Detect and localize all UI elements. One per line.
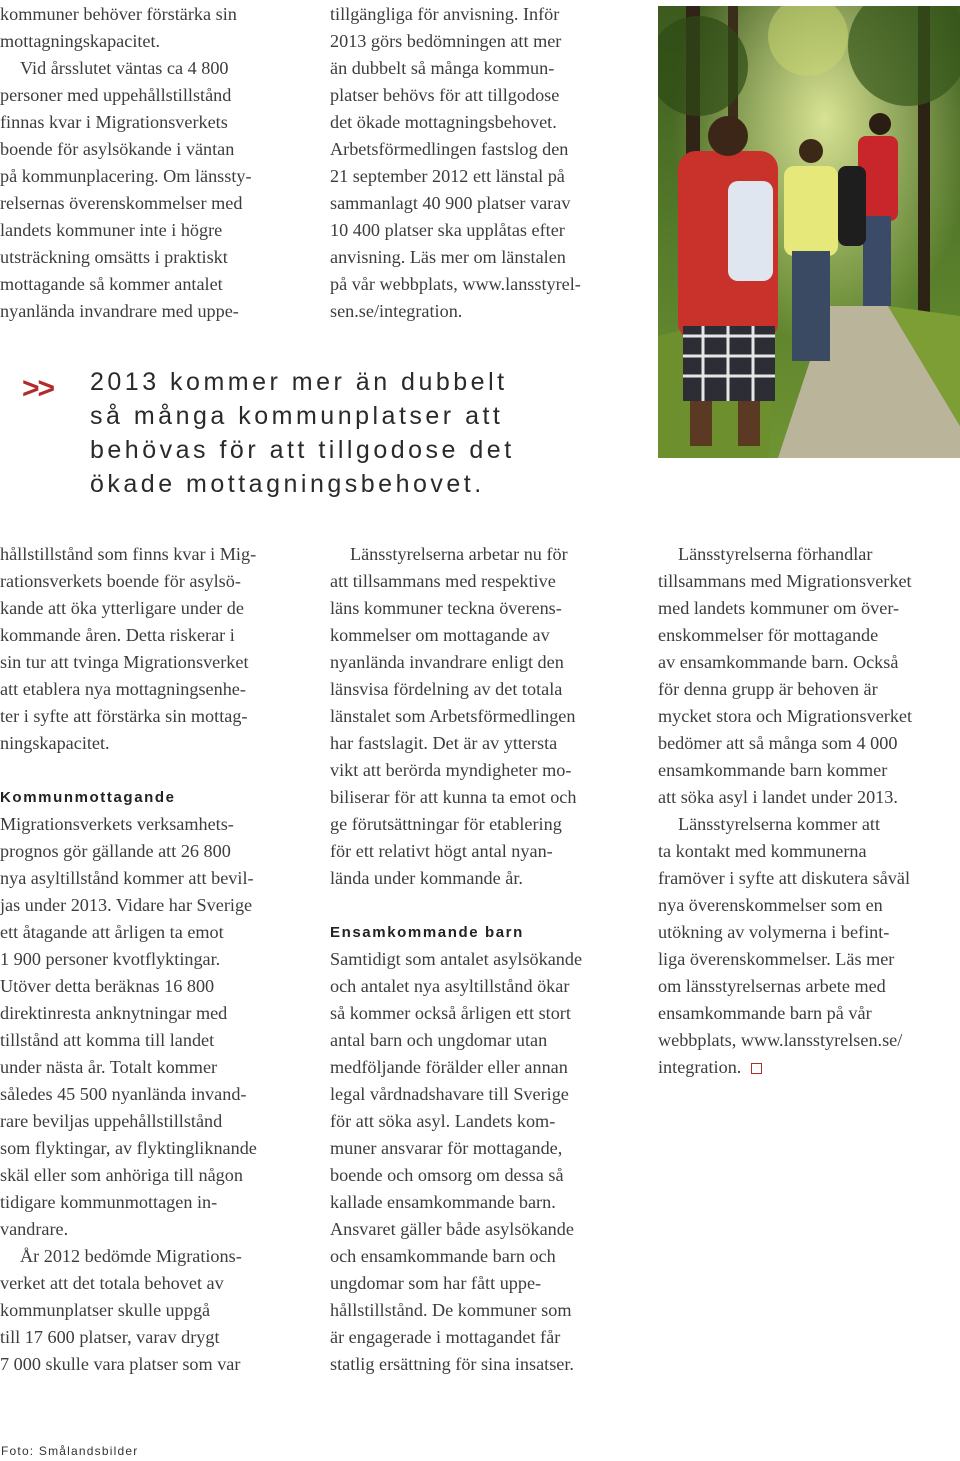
text-line: nya överenskommelser som en xyxy=(658,895,883,915)
text-line: att tillsammans med respektive xyxy=(330,571,556,591)
text-line: och ensamkommande barn och xyxy=(330,1246,556,1266)
text-line: under nästa år. Totalt kommer xyxy=(0,1057,218,1077)
quote-marker: >> xyxy=(22,372,54,405)
text-line: tillstånd att komma till landet xyxy=(0,1030,215,1050)
text-line: hållstillstånd som finns kvar i Mig- xyxy=(0,544,257,564)
text-line: anvisning. Läs mer om länstalen xyxy=(330,247,566,267)
text-line: personer med uppehållstillstånd xyxy=(0,85,232,105)
text-line: 1 900 personer kvotflyktingar. xyxy=(0,949,221,969)
section-heading: Ensamkommande barn xyxy=(330,924,524,941)
text-line: landets kommuner inte i högre xyxy=(0,220,223,240)
text-line: Arbetsförmedlingen fastslog den xyxy=(330,139,569,159)
top-left-column xyxy=(0,1,300,325)
text-line: Länsstyrelserna förhandlar xyxy=(678,544,873,564)
text-line: utsträckning omsätts i praktiskt xyxy=(0,247,228,267)
pull-quote-line: så många kommunplatser att xyxy=(90,402,504,430)
text-line: Samtidigt som antalet asylsökande xyxy=(330,949,583,969)
text-line: enskommelser för mottagande xyxy=(658,625,879,645)
text-line: har fastslagit. Det är av yttersta xyxy=(330,733,558,753)
text-line: nyanlända invandrare med uppe- xyxy=(0,301,239,321)
text-line: sin tur att tvinga Migrationsverket xyxy=(0,652,249,672)
pull-quote xyxy=(90,365,515,501)
text-line: relsernas överenskommelser med xyxy=(0,193,243,213)
text-line: utökning av volymerna i befint- xyxy=(658,922,890,942)
text-line: sen.se/integration. xyxy=(330,301,463,321)
text-line: således 45 500 nyanlända invand- xyxy=(0,1084,247,1104)
text-line: kommunplatser skulle uppgå xyxy=(0,1300,211,1320)
text-line: biliserar för att kunna ta emot och xyxy=(330,787,577,807)
text-line: mycket stora och Migrationsverket xyxy=(658,706,913,726)
text-line: liga överenskommelser. Läs mer xyxy=(658,949,895,969)
text-line: med landets kommuner om över- xyxy=(658,598,900,618)
text-line: lända under kommande år. xyxy=(330,868,523,888)
text-line: ungdomar som har fått uppe- xyxy=(330,1273,542,1293)
text-line: läns kommuner teckna överens- xyxy=(330,598,562,618)
text-line: ge förutsättningar för etablering xyxy=(330,814,562,834)
text-line: för ett relativt högt antal nyan- xyxy=(330,841,553,861)
text-line: 21 september 2012 ett länstal på xyxy=(330,166,565,186)
text-line: 2013 görs bedömningen att mer xyxy=(330,31,562,51)
text-line: till 17 600 platser, varav drygt xyxy=(0,1327,220,1347)
text-line: vandrare. xyxy=(0,1219,69,1239)
text-line: nya asyltillstånd kommer att bevil- xyxy=(0,868,254,888)
text-line: länsvisa fördelning av det totala xyxy=(330,679,563,699)
pull-quote-line: behövas för att tillgodose det xyxy=(90,436,515,464)
text-line: webbplats, www.lansstyrelsen.se/ xyxy=(658,1030,903,1050)
text-line: skäl eller som anhöriga till någon xyxy=(0,1165,243,1185)
spacer xyxy=(330,892,635,919)
body-column-3 xyxy=(658,541,960,1081)
text-line: rationsverkets boende för asylsö- xyxy=(0,571,241,591)
text-line: det ökade mottagningsbehovet. xyxy=(330,112,557,132)
text-line: medföljande förälder eller annan xyxy=(330,1057,568,1077)
text-line: ensamkommande barn på vår xyxy=(658,1003,872,1023)
text-line: Ansvaret gäller både asylsökande xyxy=(330,1219,574,1239)
text-line: 7 000 skulle vara platser som var xyxy=(0,1354,241,1374)
text-line: för att söka asyl. Landets kom- xyxy=(330,1111,556,1131)
spacer xyxy=(0,757,305,784)
text-line: Migrationsverkets verksamhets- xyxy=(0,814,234,834)
pull-quote-line: ökade mottagningsbehovet. xyxy=(90,470,485,498)
text-line: ta kontakt med kommunerna xyxy=(658,841,867,861)
text-line: så kommer också årligen ett stort xyxy=(330,1003,571,1023)
text-line: sammanlagt 40 900 platser varav xyxy=(330,193,571,213)
text-line: boende för asylsökande i väntan xyxy=(0,139,235,159)
text-line: om länsstyrelsernas arbete med xyxy=(658,976,886,996)
text-line: direktinresta anknytningar med xyxy=(0,1003,228,1023)
text-line: Länsstyrelserna arbetar nu för xyxy=(350,544,568,564)
text-line: finnas kvar i Migrationsverkets xyxy=(0,112,228,132)
text-line: att söka asyl i landet under 2013. xyxy=(658,787,898,807)
text-line: kommelser om mottagande av xyxy=(330,625,550,645)
section-heading: Kommunmottagande xyxy=(0,789,176,806)
article-end-square-icon xyxy=(751,1063,762,1074)
text-line: Vid årsslutet väntas ca 4 800 xyxy=(20,58,229,78)
text-line: länstalet som Arbetsförmedlingen xyxy=(330,706,576,726)
walking-people-photo xyxy=(658,6,960,458)
text-line: nyanlända invandrare enligt den xyxy=(330,652,564,672)
top-middle-column xyxy=(330,1,630,325)
text-line: för denna grupp är behoven är xyxy=(658,679,878,699)
text-line: Länsstyrelserna kommer att xyxy=(678,814,881,834)
text-line: hållstillstånd. De kommuner som xyxy=(330,1300,572,1320)
text-line: legal vårdnadshavare till Sverige xyxy=(330,1084,569,1104)
text-line: jas under 2013. Vidare har Sverige xyxy=(0,895,253,915)
text-line: och antalet nya asyltillstånd ökar xyxy=(330,976,570,996)
text-line: tillsammans med Migrationsverket xyxy=(658,571,912,591)
text-line: statlig ersättning för sina insatser. xyxy=(330,1354,574,1374)
text-line: kommande åren. Detta riskerar i xyxy=(0,625,235,645)
text-line: vikt att berörda myndigheter mo- xyxy=(330,760,572,780)
text-line: prognos gör gällande att 26 800 xyxy=(0,841,231,861)
text-line: antal barn och ungdomar utan xyxy=(330,1030,548,1050)
text-line: integration. xyxy=(658,1054,960,1081)
text-line: ter i syfte att förstärka sin mottag- xyxy=(0,706,248,726)
text-line: boende och omsorg om dessa så xyxy=(330,1165,564,1185)
text-line: mottagande så kommer antalet xyxy=(0,274,223,294)
pull-quote-line: 2013 kommer mer än dubbelt xyxy=(90,368,508,396)
text-line: Utöver detta beräknas 16 800 xyxy=(0,976,215,996)
text-line: på kommunplacering. Om länssty- xyxy=(0,166,252,186)
body-column-2 xyxy=(330,541,635,1378)
text-line: framöver i syfte att diskutera såväl xyxy=(658,868,911,888)
text-line: verket att det totala behovet av xyxy=(0,1273,224,1293)
text-line: muner ansvarar för mottagande, xyxy=(330,1138,563,1158)
photo-credit: Foto: Smålandsbilder xyxy=(1,1444,139,1458)
text-line: tidigare kommunmottagen in- xyxy=(0,1192,218,1212)
text-line: av ensamkommande barn. Också xyxy=(658,652,899,672)
text-line: ett åtagande att årligen ta emot xyxy=(0,922,224,942)
text-line: kommuner behöver förstärka sin xyxy=(0,4,237,24)
text-line: År 2012 bedömde Migrations- xyxy=(20,1246,242,1266)
text-line: kande att öka ytterligare under de xyxy=(0,598,244,618)
text-line: är engagerade i mottagandet får xyxy=(330,1327,561,1347)
text-line: platser behövs för att tillgodose xyxy=(330,85,560,105)
text-line: att etablera nya mottagningsenhe- xyxy=(0,679,246,699)
text-line: rare beviljas uppehållstillstånd xyxy=(0,1111,223,1131)
text-line: ningskapacitet. xyxy=(0,733,110,753)
body-column-1 xyxy=(0,541,305,1378)
text-line: tillgängliga för anvisning. Inför xyxy=(330,4,560,24)
text-line: 10 400 platser ska upplåtas efter xyxy=(330,220,565,240)
text-line: på vår webbplats, www.lansstyrel- xyxy=(330,274,581,294)
text-line: mottagningskapacitet. xyxy=(0,31,161,51)
text-line: som flyktingar, av flyktingliknande xyxy=(0,1138,257,1158)
text-line: kallade ensamkommande barn. xyxy=(330,1192,556,1212)
text-line: än dubbelt så många kommun- xyxy=(330,58,555,78)
text-line: ensamkommande barn kommer xyxy=(658,760,888,780)
text-line: bedömer att så många som 4 000 xyxy=(658,733,898,753)
